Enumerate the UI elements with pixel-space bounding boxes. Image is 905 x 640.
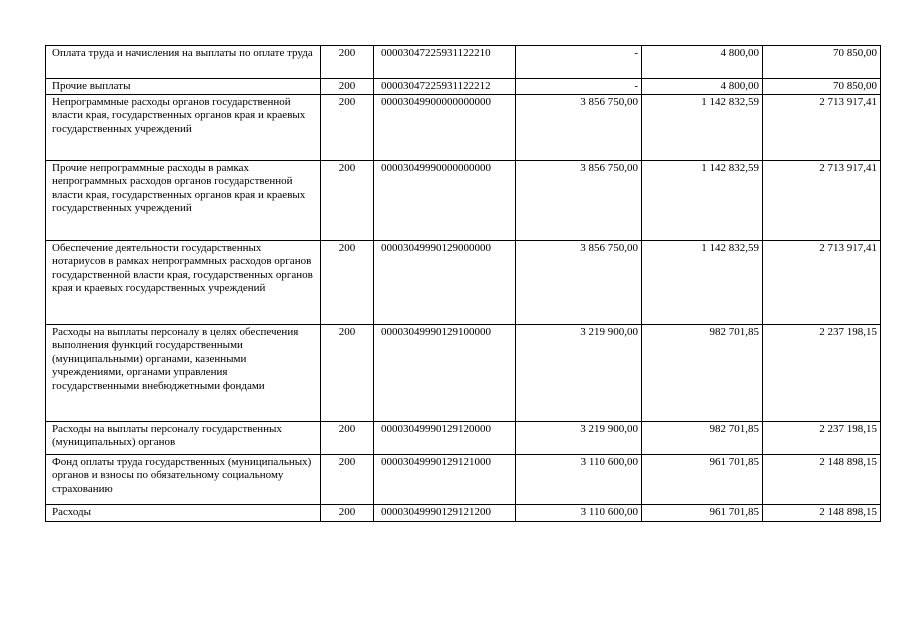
row-approved-cell: 3 219 900,00 [516, 324, 642, 421]
row-code-cell: 200 [321, 240, 374, 324]
row-kbk-cell: 00003049990129121200 [374, 504, 516, 521]
row-unexecuted-cell: 2 148 898,15 [763, 454, 881, 504]
row-approved-cell: 3 110 600,00 [516, 454, 642, 504]
row-code-cell: 200 [321, 454, 374, 504]
row-unexecuted-cell: 70 850,00 [763, 79, 881, 95]
row-kbk-cell: 00003049990129120000 [374, 421, 516, 454]
row-approved-cell: 3 856 750,00 [516, 240, 642, 324]
row-name-cell: Расходы на выплаты персоналу государственных (муниципальных) органов [46, 421, 321, 454]
row-kbk-cell: 00003047225931122210 [374, 46, 516, 79]
row-executed-cell: 961 701,85 [642, 454, 763, 504]
table-row [46, 46, 881, 79]
row-approved-cell: 3 110 600,00 [516, 504, 642, 521]
row-executed-cell: 1 142 832,59 [642, 94, 763, 160]
table-row [46, 160, 881, 240]
row-executed-cell: 1 142 832,59 [642, 240, 763, 324]
row-code-cell: 200 [321, 46, 374, 79]
row-name-cell: Прочие выплаты [46, 79, 321, 95]
row-name-cell: Расходы [46, 504, 321, 521]
table-row [46, 240, 881, 324]
table-row [46, 504, 881, 521]
row-executed-cell: 1 142 832,59 [642, 160, 763, 240]
row-code-cell: 200 [321, 324, 374, 421]
row-executed-cell: 982 701,85 [642, 324, 763, 421]
row-code-cell: 200 [321, 94, 374, 160]
row-kbk-cell: 00003049990129100000 [374, 324, 516, 421]
row-approved-cell: 3 856 750,00 [516, 94, 642, 160]
row-name-cell: Расходы на выплаты персоналу в целях обеспечения выполнения функций государственными (муниципальными) органами, казенными учреждениями, органами управления государственными внебюджетными фондами [46, 324, 321, 421]
row-unexecuted-cell: 2 148 898,15 [763, 504, 881, 521]
table-row [46, 324, 881, 421]
row-executed-cell: 982 701,85 [642, 421, 763, 454]
row-executed-cell: 4 800,00 [642, 46, 763, 79]
row-unexecuted-cell: 2 713 917,41 [763, 94, 881, 160]
row-approved-cell: - [516, 79, 642, 95]
row-code-cell: 200 [321, 160, 374, 240]
row-kbk-cell: 00003049990129000000 [374, 240, 516, 324]
row-code-cell: 200 [321, 421, 374, 454]
row-name-cell: Обеспечение деятельности государственных нотариусов в рамках непрограммных расходов органов государственной власти края, государственных органов края и краевых государственных учреждений [46, 240, 321, 324]
row-executed-cell: 4 800,00 [642, 79, 763, 95]
row-kbk-cell: 00003049990129121000 [374, 454, 516, 504]
row-unexecuted-cell: 2 713 917,41 [763, 240, 881, 324]
row-approved-cell: 3 856 750,00 [516, 160, 642, 240]
table-row [46, 79, 881, 95]
row-name-cell: Прочие непрограммные расходы в рамках непрограммных расходов органов государственной власти края, государственных органов края и краевых государственных учреждений [46, 160, 321, 240]
row-kbk-cell: 00003047225931122212 [374, 79, 516, 95]
row-unexecuted-cell: 70 850,00 [763, 46, 881, 79]
table-row [46, 94, 881, 160]
row-kbk-cell: 00003049990000000000 [374, 160, 516, 240]
row-name-cell: Фонд оплаты труда государственных (муниципальных) органов и взносы по обязательному социальному страхованию [46, 454, 321, 504]
row-approved-cell: - [516, 46, 642, 79]
row-unexecuted-cell: 2 237 198,15 [763, 324, 881, 421]
row-code-cell: 200 [321, 79, 374, 95]
row-name-cell: Непрограммные расходы органов государственной власти края, государственных органов края и краевых государственных учреждений [46, 94, 321, 160]
row-unexecuted-cell: 2 237 198,15 [763, 421, 881, 454]
row-unexecuted-cell: 2 713 917,41 [763, 160, 881, 240]
budget-execution-table [45, 45, 881, 522]
row-approved-cell: 3 219 900,00 [516, 421, 642, 454]
row-code-cell: 200 [321, 504, 374, 521]
row-executed-cell: 961 701,85 [642, 504, 763, 521]
table-row [46, 421, 881, 454]
row-name-cell: Оплата труда и начисления на выплаты по оплате труда [46, 46, 321, 79]
row-kbk-cell: 00003049900000000000 [374, 94, 516, 160]
table-row [46, 454, 881, 504]
